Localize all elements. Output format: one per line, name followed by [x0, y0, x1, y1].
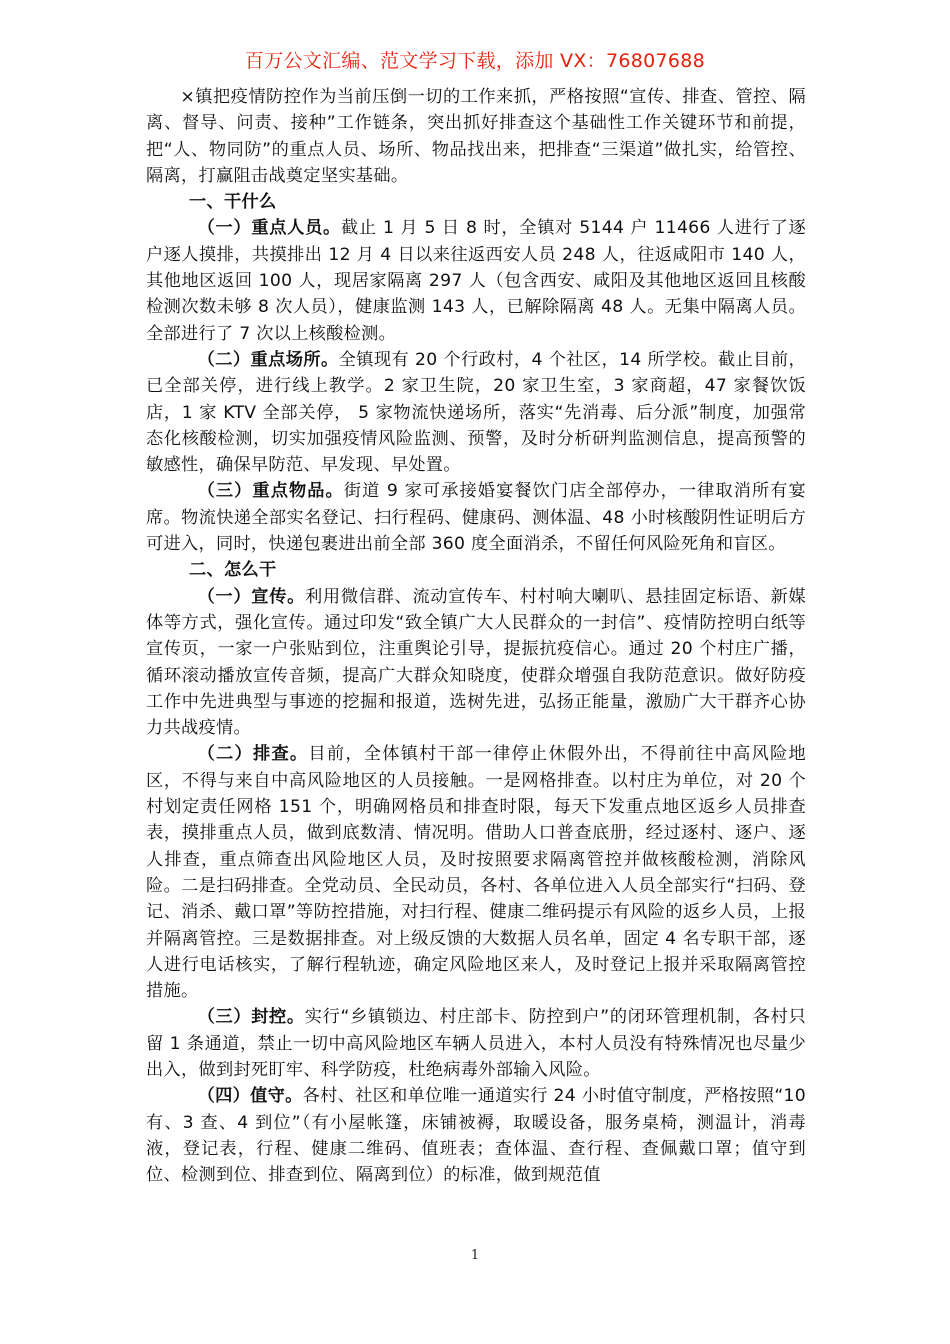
paragraph-title: （二）排查。 [197, 744, 309, 765]
paragraph-title: （一）重点人员。 [197, 218, 341, 239]
paragraph-text: 目前，全体镇村干部一律停止休假外出，不得前往中高风险地区，不得与来自中高风险地区的人员接触。一是网格排查。以村庄为单位，对 20 个村划定责任网格 151 个，明确网格员和排查时限，每天下发重点地区返乡人员排查表，摸排重点人员，做到底数清、情况明。借助人口普查底册，经过逐村、逐户、逐人排查，重点筛查出风险地区人员，及时按照要求隔离管控并做核酸检测，消除风险。二是扫码排查。全党动员、全民动员，各村、各单位进入人员全部实行“扫码、登记、消杀、戴口罩”等防控措施，对扫行程、健康二维码提示有风险的返乡人员，上报并隔离管控。三是数据排查。对上级反馈的大数据人员名单，固定 4 名专职干部，逐人进行电话核实，了解行程轨迹，确定风险地区来人，及时登记上报并采取隔离管控措施。 [146, 744, 806, 1002]
section-heading-2: 二、怎么干 [189, 560, 277, 581]
paragraph-text: 利用微信群、流动宣传车、村村响大喇叭、悬挂固定标语、新媒体等方式，强化宣传。通过印发“致全镇广大人民群众的一封信”、疫情防控明白纸等宣传页，一家一户张贴到位，注重舆论引导，提振抗疫信心。通过 20 个村庄广播，循环滚动播放宣传音频，提高广大群众知晓度，使群众增强自我防范意识。做好防疫工作中先进典型与事迹的挖掘和报道，选树先进，弘扬正能量，激励广大干群齐心协力共战疫情。 [146, 586, 806, 739]
paragraph-text: 截止 1 月 5 日 8 时，全镇对 5144 户 11466 人进行了逐户逐人摸排，共摸排出 12 月 4 日以来往返西安人员 248 人，往返咸阳市 140 人，其他地区返回 100 人，现居家隔离 297 人（包含西安、咸阳及其他地区返回且核酸检测次数未够 8 次人员），健康监测 143 人，已解除隔离 48 人。无集中隔离人员。全部进行了 7 次以上核酸检测。 [146, 218, 806, 344]
watermark-header: 百万公文汇编、范文学习下载，添加 VX：76807688 [244, 50, 706, 72]
paragraph-screening [146, 741, 806, 1004]
paragraph-title: （三）重点物品。 [197, 481, 344, 502]
page-number: 1 [470, 1248, 480, 1263]
document-body [146, 84, 806, 1188]
paragraph-title: （一）宣传。 [197, 586, 306, 607]
intro-paragraph: ×镇把疫情防控作为当前压倒一切的工作来抓，严格按照“宣传、排查、管控、隔离、督导、问责、接种”工作链条，突出抓好排查这个基础性工作关键环节和前提，把“人、物同防”的重点人员、场所、物品找出来，把排查“三渠道”做扎实，给管控、隔离，打赢阻击战奠定坚实基础。 [146, 87, 806, 186]
paragraph-text: 全镇现有 20 个行政村，4 个社区，14 所学校。截止目前，已全部关停，进行线上教学。2 家卫生院，20 家卫生室，3 家商超，47 家餐饮饭店，1 家 KTV 全部关停， 5 家物流快递场所，落实“先消毒、后分派”制度，加强常态化核酸检测，切实加强疫情风险监测、预警，及时分析研判监测信息，提高预警的敏感性，确保早防范、早发现、早处置。 [146, 349, 806, 476]
paragraph-key-personnel [146, 215, 806, 346]
paragraph-title: （二）重点场所。 [197, 349, 339, 370]
section-heading-1: 一、干什么 [189, 192, 277, 213]
paragraph-publicity [146, 584, 806, 742]
paragraph-on-duty [146, 1083, 806, 1188]
paragraph-text: 实行“乡镇锁边、村庄部卡、防控到户”的闭环管理机制，各村只留 1 条通道，禁止一切中高风险地区车辆人员进入，本村人员没有特殊情况也尽量少出入，做到封死盯牢、科学防疫，杜绝病毒外部输入风险。 [146, 1007, 806, 1080]
paragraph-text: 各村、社区和单位唯一通道实行 24 小时值守制度，严格按照“10 有、3 查、4 到位”（有小屋帐篷，床铺被褥，取暖设备，服务桌椅，测温计，消毒液，登记表，行程、健康二维码、值班表；查体温、查行程、查佩戴口罩；值守到位、检测到位、排查到位、隔离到位）的标准，做到规范值 [146, 1086, 806, 1186]
paragraph-key-places [146, 347, 806, 478]
paragraph-lockdown [146, 1004, 806, 1083]
paragraph-title: （三）封控。 [197, 1007, 305, 1028]
paragraph-title: （四）值守。 [197, 1086, 303, 1107]
paragraph-key-goods [146, 478, 806, 557]
paragraph-text: 街道 9 家可承接婚宴餐饮门店全部停办，一律取消所有宴席。物流快递全部实名登记、扫行程码、健康码、测体温、48 小时核酸阴性证明后方可进入，同时，快递包裹进出前全部 360 度全面消杀，不留任何风险死角和盲区。 [146, 481, 806, 555]
